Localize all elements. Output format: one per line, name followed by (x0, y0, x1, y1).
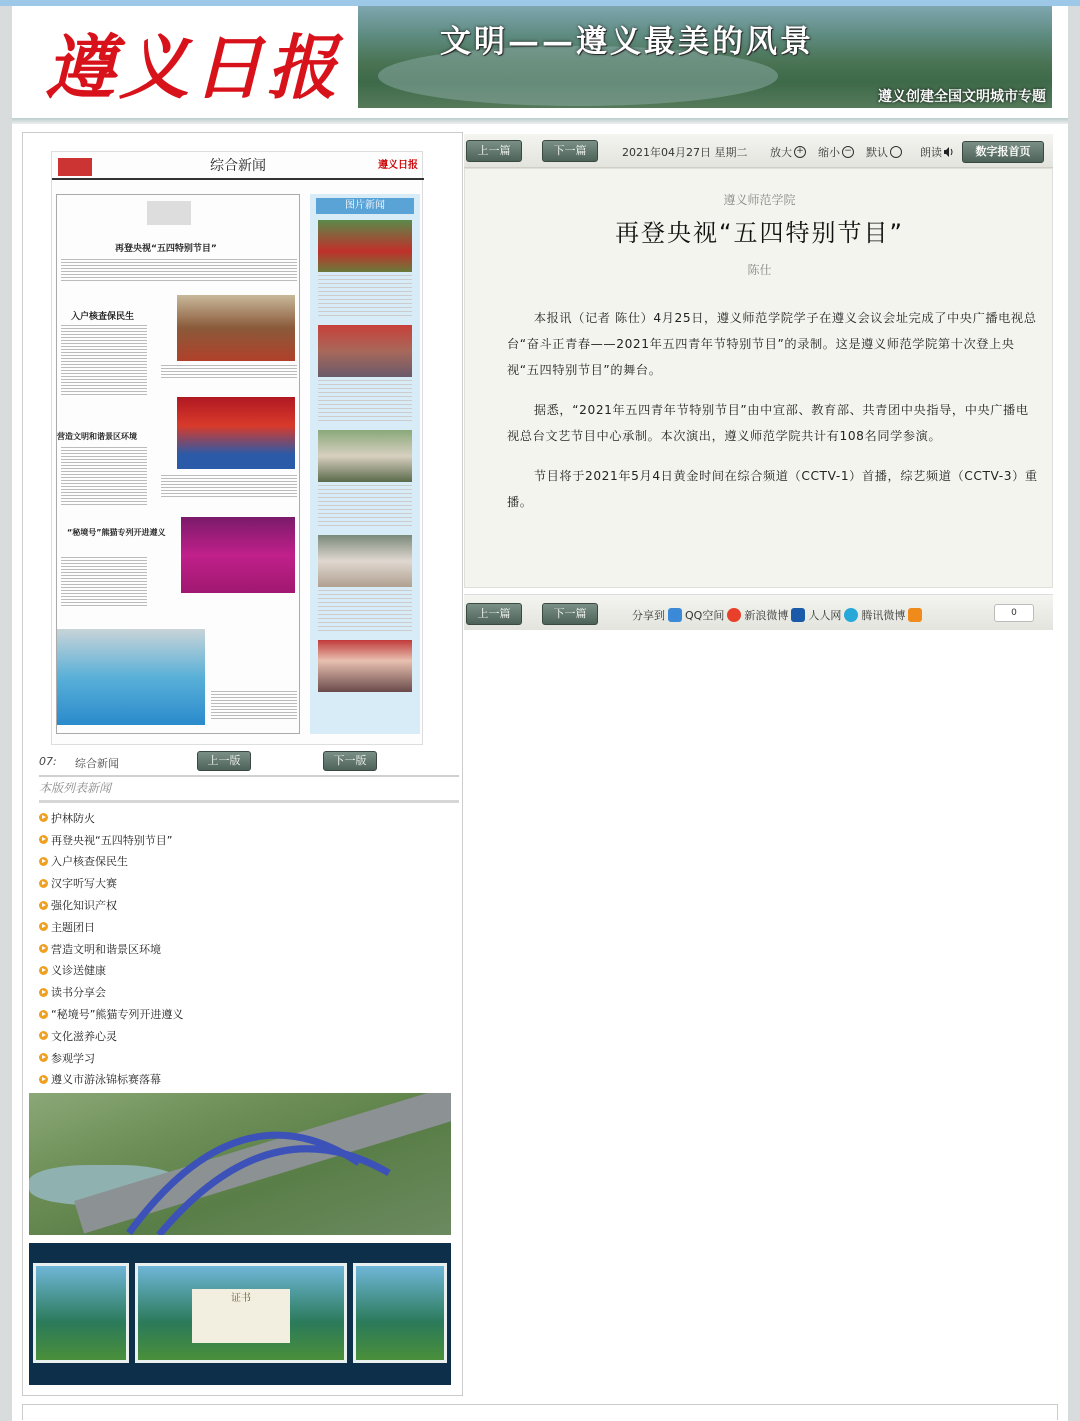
news-list-item[interactable] (39, 872, 459, 894)
header-banner (358, 6, 1052, 108)
thumb-side-text (318, 590, 412, 634)
thumb-text-block (161, 475, 297, 499)
weibo-icon[interactable] (727, 608, 741, 622)
prev-article-button[interactable]: 上一篇 (466, 140, 522, 162)
news-list-item[interactable] (39, 960, 459, 982)
thumb-photo (181, 517, 295, 593)
renren-icon[interactable] (791, 608, 805, 622)
article-body-panel (464, 168, 1053, 588)
news-link[interactable]: 汉字听写大赛 (51, 877, 117, 891)
news-link[interactable]: 义诊送健康 (51, 964, 106, 978)
share-qzone[interactable]: QQ空间 (685, 609, 725, 622)
thumb-photo (177, 397, 295, 469)
thumb-side-photo (318, 535, 412, 587)
page-number: 07: (39, 755, 57, 768)
thumb-text-block (161, 365, 297, 379)
thumb-main-area[interactable] (56, 194, 300, 734)
next-article-button[interactable]: 下一篇 (542, 140, 598, 162)
article-paragraph: 节目将于2021年5月4日黄金时间在综合频道（CCTV-1）首播，综艺频道（CCTV-3）重播。 (507, 469, 1038, 509)
thumb-sub-headline: 营造文明和谐景区环境 (57, 432, 137, 441)
bullet-arrow-icon (39, 1053, 48, 1062)
news-list-item[interactable] (39, 894, 459, 916)
news-list-item[interactable] (39, 807, 459, 829)
newspaper-logo[interactable] (32, 14, 354, 110)
bullet-arrow-icon (39, 966, 48, 975)
article-toolbar (464, 134, 1053, 168)
issue-date: 2021年04月27日 星期二 (622, 146, 748, 159)
thumb-side-text (318, 380, 412, 424)
digital-paper-home-button[interactable]: 数字报首页 (962, 141, 1044, 163)
thumb-header-graphic (147, 201, 191, 225)
news-link[interactable]: “秘境号”熊猫专列开进遵义 (51, 1008, 184, 1022)
thumb-side-photo (318, 325, 412, 377)
default-label: 默认 (866, 146, 888, 159)
thumb-sub-headline: “秘境号”熊猫专列开进遵义 (67, 528, 166, 537)
thumb-text-block (211, 691, 297, 721)
thumb-masthead (52, 152, 424, 180)
more-share-icon[interactable] (908, 608, 922, 622)
news-list-item[interactable] (39, 916, 459, 938)
share-bar (464, 594, 1053, 630)
thumb-side-header: 图片新闻 (316, 198, 414, 214)
thumb-section-title: 综合新闻 (210, 158, 266, 174)
speaker-icon (944, 147, 954, 157)
photo-certificate (192, 1289, 290, 1343)
share-renren[interactable]: 人人网 (808, 609, 842, 622)
news-link[interactable]: 强化知识产权 (51, 899, 117, 913)
thumb-photo (57, 629, 205, 725)
next-page-button[interactable]: 下一版 (323, 751, 377, 771)
news-link[interactable]: 营造文明和谐景区环境 (51, 942, 161, 956)
bullet-arrow-icon (39, 813, 48, 822)
zoom-in-control[interactable] (770, 144, 806, 160)
news-link[interactable]: 入户核查保民生 (51, 855, 128, 869)
thumb-photo (177, 295, 295, 361)
prev-page-button[interactable]: 上一版 (197, 751, 251, 771)
thumb-side-column[interactable] (310, 194, 420, 734)
default-size-control[interactable] (866, 144, 902, 160)
read-aloud-control[interactable] (920, 144, 954, 160)
news-link[interactable]: 参观学习 (51, 1051, 95, 1065)
thumb-side-photo (318, 640, 412, 692)
page-navigation (39, 747, 459, 777)
thumb-side-photo (318, 430, 412, 482)
stage-photo[interactable] (29, 1243, 451, 1385)
share-weibo[interactable]: 新浪微博 (744, 609, 789, 622)
news-list-heading: 本版列表新闻 (39, 777, 459, 803)
share-links (632, 607, 922, 623)
thumb-side-text (318, 485, 412, 529)
tencent-weibo-icon[interactable] (844, 608, 858, 622)
news-list-item[interactable] (39, 938, 459, 960)
bullet-arrow-icon (39, 1075, 48, 1084)
logo-text: 遵义日报 (45, 25, 341, 109)
photo-screen-left (33, 1263, 129, 1363)
thumb-sub-headline: 入户核查保民生 (71, 312, 135, 322)
radio-circle-icon (890, 146, 902, 158)
article-column (464, 134, 1053, 630)
news-list-item[interactable] (39, 981, 459, 1003)
news-list (39, 807, 459, 1090)
news-list-item[interactable] (39, 1003, 459, 1025)
thumb-text-block (61, 447, 147, 507)
news-list-item[interactable] (39, 1025, 459, 1047)
news-link[interactable]: 再登央视“五四特别节目” (51, 833, 173, 847)
qzone-icon[interactable] (668, 608, 682, 622)
article-title: 再登央视“五四特别节目” (615, 219, 904, 247)
left-column (22, 132, 463, 1396)
minus-circle-icon: − (842, 146, 854, 158)
banner-subtitle: 遵义创建全国文明城市专题 (878, 89, 1046, 105)
bullet-arrow-icon (39, 835, 48, 844)
bridge-photo[interactable] (29, 1093, 451, 1235)
read-label: 朗读 (920, 146, 942, 159)
thumb-text-block (61, 557, 147, 607)
prev-article-button-bottom[interactable]: 上一篇 (466, 603, 522, 625)
thumb-text-block (61, 325, 147, 397)
news-link[interactable]: 护林防火 (51, 811, 95, 825)
thumb-text-block (61, 259, 297, 281)
news-list-item[interactable] (39, 851, 459, 873)
thumb-side-text (318, 275, 412, 319)
share-label: 分享到 (632, 609, 665, 622)
news-list-item[interactable] (39, 1069, 459, 1091)
bullet-arrow-icon (39, 901, 48, 910)
zoom-out-control[interactable] (818, 144, 854, 160)
zoom-in-label: 放大 (770, 146, 792, 159)
bullet-arrow-icon (39, 922, 48, 931)
thumb-side-photo (318, 220, 412, 272)
news-list-item[interactable] (39, 829, 459, 851)
bullet-arrow-icon (39, 944, 48, 953)
plus-circle-icon: + (794, 146, 806, 158)
article-paragraph: 本报讯（记者 陈仕）4月25日，遵义师范学院学子在遵义会议会址完成了中央广播电视总台“奋斗正青春——2021年五四青年节特别节目”的录制。这是遵义师范学院第十次登上央视“五四特别节目”的舞台。 (507, 311, 1037, 377)
thumb-masthead-right: 遵义日报 (378, 160, 418, 171)
bullet-arrow-icon (39, 1031, 48, 1040)
certificate-text: 证书 (231, 1293, 251, 1304)
news-link[interactable]: 遵义市游泳锦标赛落幕 (51, 1073, 161, 1087)
next-article-button-bottom[interactable]: 下一篇 (542, 603, 598, 625)
bullet-arrow-icon (39, 988, 48, 997)
news-link[interactable]: 读书分享会 (51, 986, 106, 1000)
thumb-main-headline: 再登央视“五四特别节目” (115, 244, 217, 254)
page (12, 6, 1068, 1421)
banner-title: 文明——遵义最美的风景 (440, 24, 814, 60)
news-link[interactable]: 主题团日 (51, 920, 95, 934)
article-source: 遵义师范学院 (723, 193, 796, 207)
bullet-arrow-icon (39, 879, 48, 888)
page-name: 综合新闻 (75, 757, 119, 770)
bullet-arrow-icon (39, 1010, 48, 1019)
bridge-arch-graphic (29, 1093, 451, 1235)
article-text (507, 305, 1039, 529)
news-link[interactable]: 文化滋养心灵 (51, 1029, 117, 1043)
footer-frame (22, 1404, 1058, 1420)
page-thumbnail[interactable] (51, 151, 423, 745)
thumb-masthead-logo (58, 158, 92, 176)
share-tencent[interactable]: 腾讯微博 (861, 609, 906, 622)
share-count: 0 (994, 604, 1034, 622)
news-list-item[interactable] (39, 1047, 459, 1069)
article-paragraph: 据悉，“2021年五四青年节特别节目”由中宣部、教育部、共青团中央指导，中央广播电视总台文艺节目中心承制。本次演出，遵义师范学院共计有108名同学参演。 (507, 403, 1029, 443)
header-divider (12, 118, 1068, 124)
photo-screen-right (353, 1263, 447, 1363)
bullet-arrow-icon (39, 857, 48, 866)
zoom-out-label: 缩小 (818, 146, 840, 159)
article-author: 陈仕 (747, 263, 772, 277)
